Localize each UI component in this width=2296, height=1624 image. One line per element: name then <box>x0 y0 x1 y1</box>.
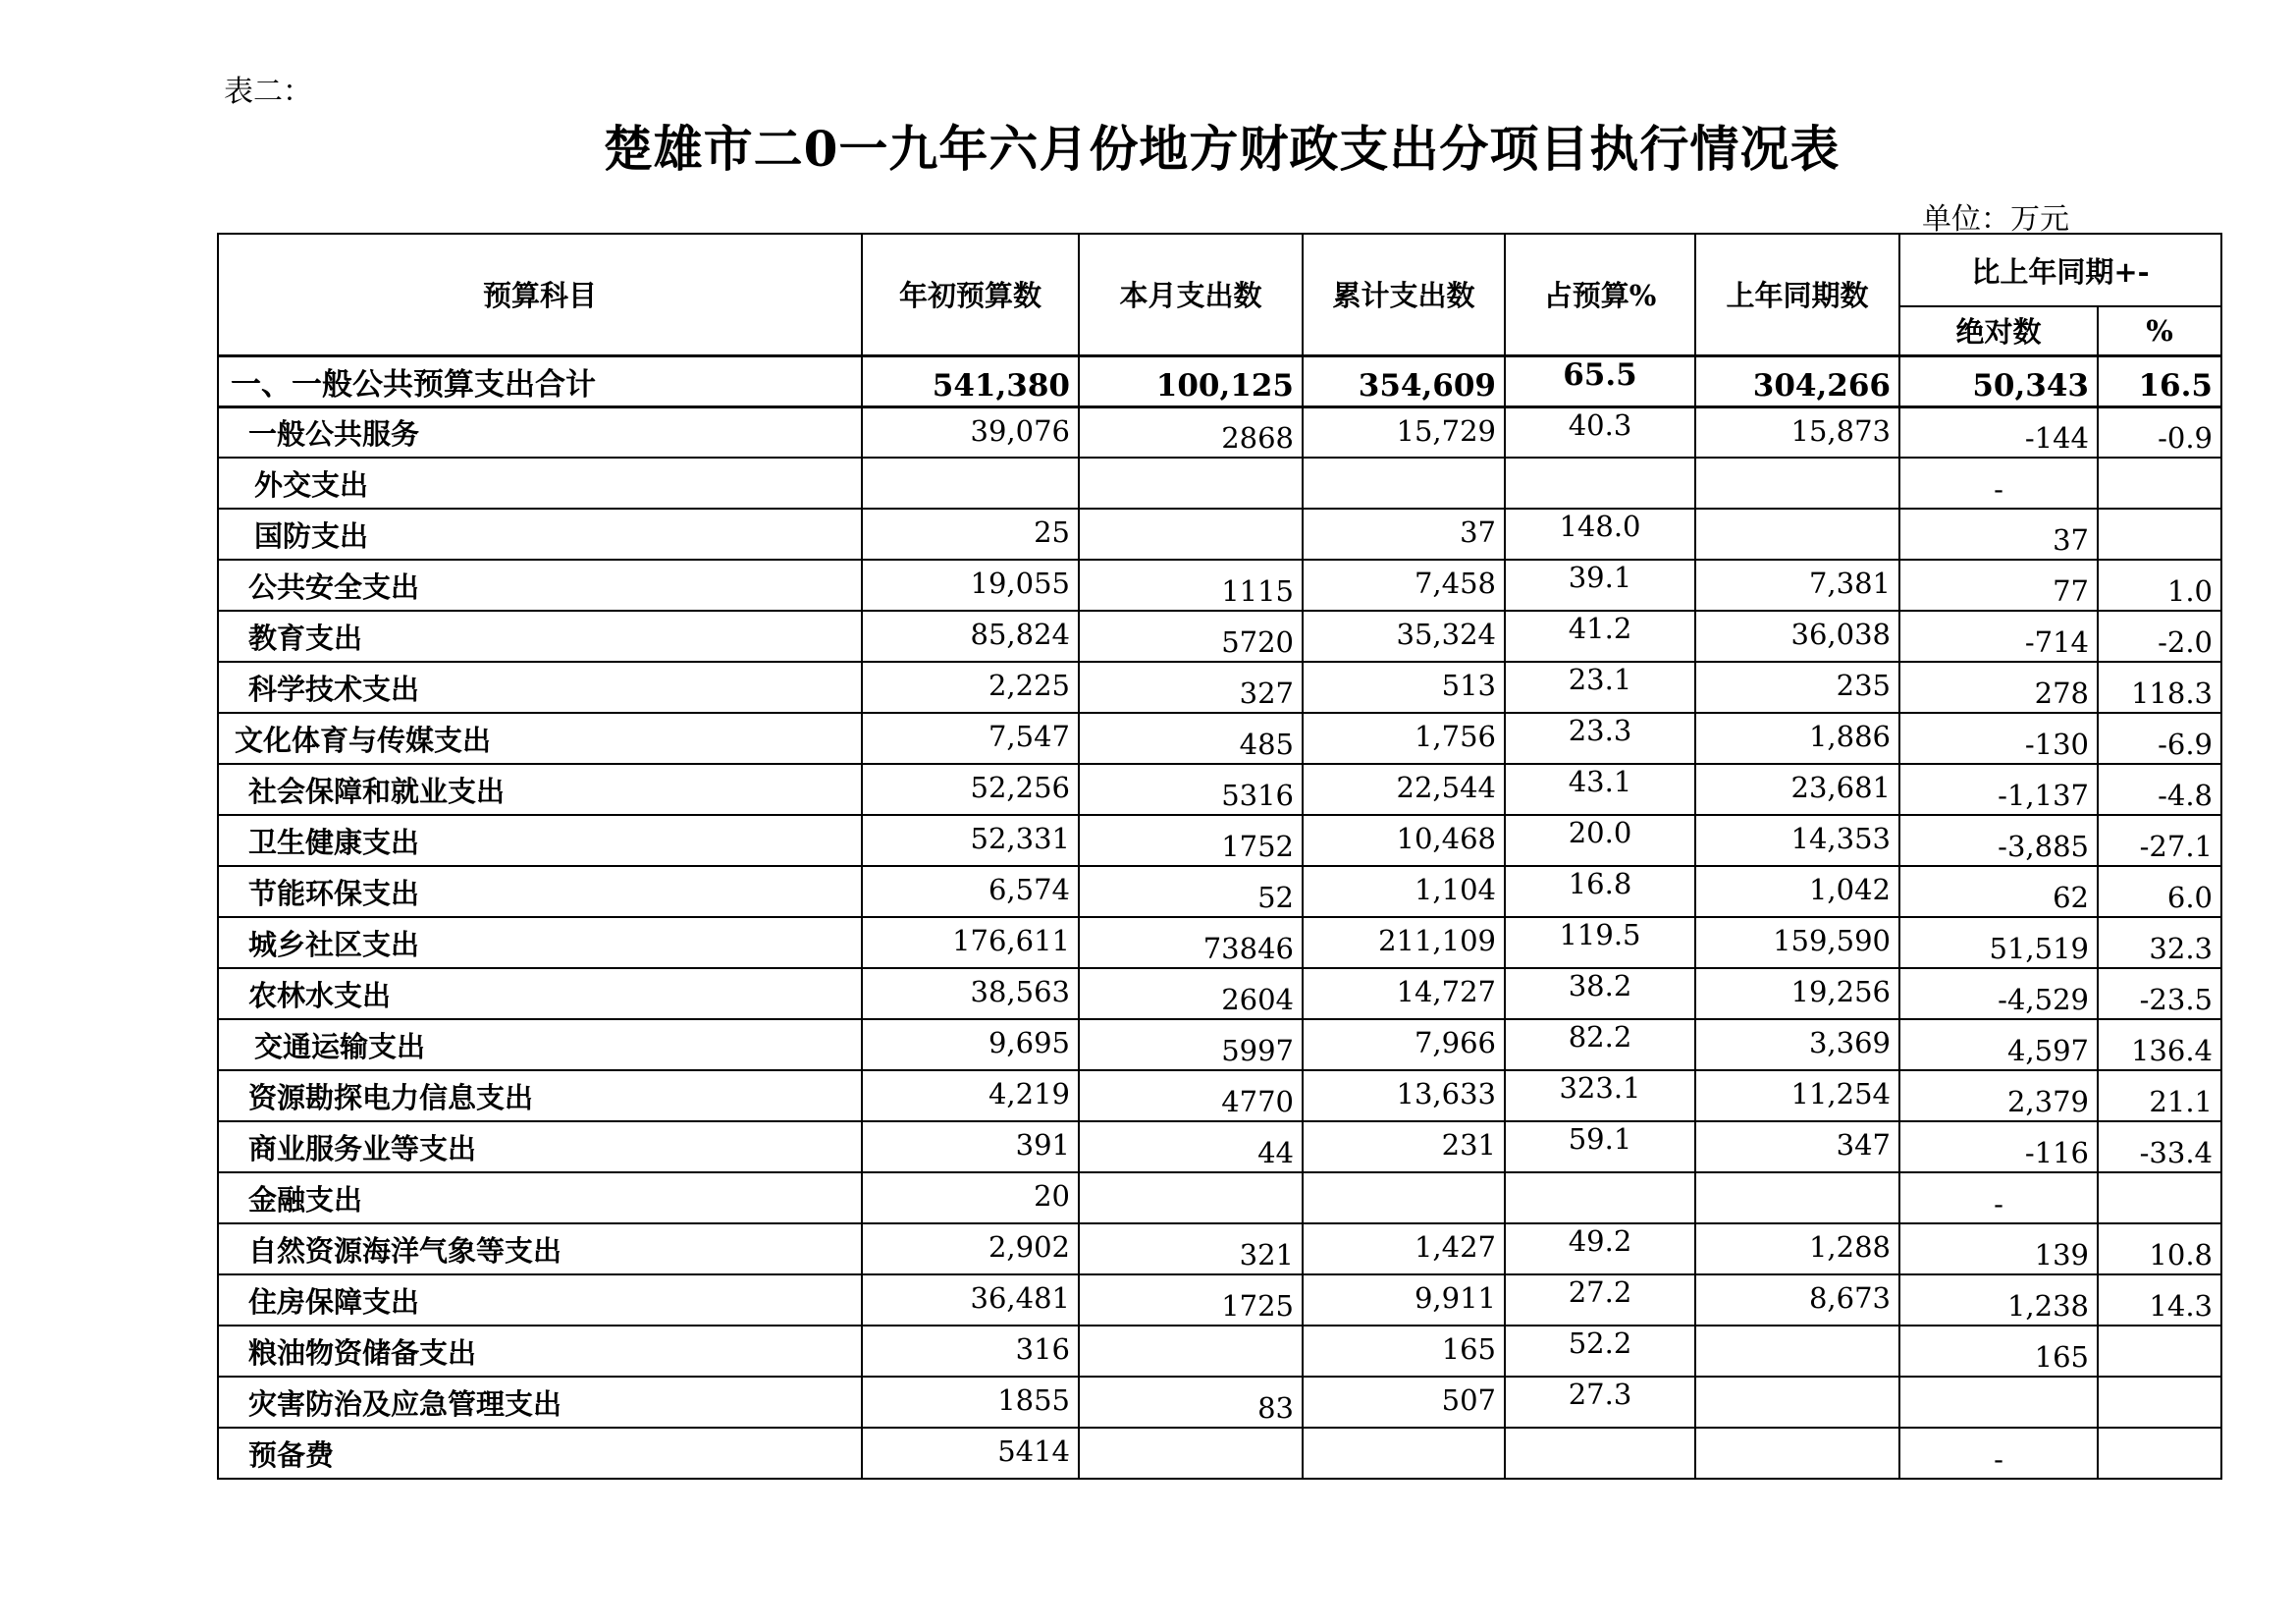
row-last-year-same: 235 <box>1695 662 1899 713</box>
row-yoy-abs <box>1899 1377 2098 1428</box>
table-row <box>218 611 2221 662</box>
row-last-year-same: 15,873 <box>1695 406 1899 458</box>
row-yoy-abs: 51,519 <box>1899 917 2098 968</box>
header-row-1 <box>218 234 2221 306</box>
row-annual-budget: 391 <box>862 1121 1079 1172</box>
row-subject: 一般公共服务 <box>218 406 862 458</box>
row-subject: 粮油物资储备支出 <box>218 1326 862 1377</box>
row-yoy-abs: - <box>1899 1172 2098 1223</box>
row-yoy-abs: -3,885 <box>1899 815 2098 866</box>
row-cumulative-expense: 7,966 <box>1303 1019 1505 1070</box>
total-budget-pct: 65.5 <box>1505 355 1695 406</box>
row-budget-pct: 23.1 <box>1505 662 1695 713</box>
row-month-expense: 73846 <box>1079 917 1303 968</box>
row-month-expense <box>1079 509 1303 560</box>
table-row <box>218 406 2221 458</box>
header-yoy-pct: % <box>2098 306 2221 355</box>
row-yoy-pct: -2.0 <box>2098 611 2221 662</box>
total-last-year-same: 304,266 <box>1695 355 1899 406</box>
row-budget-pct: 59.1 <box>1505 1121 1695 1172</box>
row-yoy-abs: 2,379 <box>1899 1070 2098 1121</box>
header-budget-pct: 占预算% <box>1505 234 1695 355</box>
row-yoy-abs: -130 <box>1899 713 2098 764</box>
row-yoy-pct: 32.3 <box>2098 917 2221 968</box>
total-cumulative-expense: 354,609 <box>1303 355 1505 406</box>
row-budget-pct <box>1505 1172 1695 1223</box>
row-subject: 农林水支出 <box>218 968 862 1019</box>
row-last-year-same <box>1695 509 1899 560</box>
row-yoy-abs: -4,529 <box>1899 968 2098 1019</box>
row-month-expense: 485 <box>1079 713 1303 764</box>
row-annual-budget: 25 <box>862 509 1079 560</box>
row-month-expense: 83 <box>1079 1377 1303 1428</box>
row-budget-pct: 16.8 <box>1505 866 1695 917</box>
total-yoy-pct: 16.5 <box>2098 355 2221 406</box>
row-yoy-pct: -0.9 <box>2098 406 2221 458</box>
row-last-year-same: 19,256 <box>1695 968 1899 1019</box>
row-yoy-abs: -714 <box>1899 611 2098 662</box>
row-cumulative-expense: 211,109 <box>1303 917 1505 968</box>
budget-table <box>217 233 2222 1480</box>
row-annual-budget: 52,256 <box>862 764 1079 815</box>
header-cumulative-expense: 累计支出数 <box>1303 234 1505 355</box>
table-row <box>218 917 2221 968</box>
total-row <box>218 355 2221 406</box>
row-last-year-same <box>1695 1377 1899 1428</box>
row-last-year-same: 7,381 <box>1695 560 1899 611</box>
row-budget-pct <box>1505 458 1695 509</box>
row-annual-budget: 6,574 <box>862 866 1079 917</box>
table-row <box>218 1428 2221 1479</box>
row-month-expense: 1725 <box>1079 1274 1303 1326</box>
table-row <box>218 764 2221 815</box>
row-annual-budget: 9,695 <box>862 1019 1079 1070</box>
row-cumulative-expense: 14,727 <box>1303 968 1505 1019</box>
row-subject: 科学技术支出 <box>218 662 862 713</box>
row-annual-budget: 4,219 <box>862 1070 1079 1121</box>
row-cumulative-expense: 15,729 <box>1303 406 1505 458</box>
total-name: 一、一般公共预算支出合计 <box>218 355 862 406</box>
table-row <box>218 1274 2221 1326</box>
row-yoy-pct <box>2098 1326 2221 1377</box>
row-month-expense: 5316 <box>1079 764 1303 815</box>
table-row <box>218 1223 2221 1274</box>
row-month-expense: 327 <box>1079 662 1303 713</box>
row-subject: 国防支出 <box>218 509 862 560</box>
row-last-year-same: 14,353 <box>1695 815 1899 866</box>
row-budget-pct: 23.3 <box>1505 713 1695 764</box>
row-month-expense <box>1079 458 1303 509</box>
row-annual-budget: 176,611 <box>862 917 1079 968</box>
table-row <box>218 815 2221 866</box>
row-annual-budget: 7,547 <box>862 713 1079 764</box>
total-month-expense: 100,125 <box>1079 355 1303 406</box>
table-label: 表二： <box>224 75 312 109</box>
row-cumulative-expense: 13,633 <box>1303 1070 1505 1121</box>
header-annual-budget: 年初预算数 <box>862 234 1079 355</box>
row-annual-budget: 36,481 <box>862 1274 1079 1326</box>
table-row <box>218 1121 2221 1172</box>
row-cumulative-expense: 513 <box>1303 662 1505 713</box>
table-row <box>218 1326 2221 1377</box>
row-yoy-abs: - <box>1899 458 2098 509</box>
row-last-year-same <box>1695 1326 1899 1377</box>
row-yoy-pct: 14.3 <box>2098 1274 2221 1326</box>
header-yoy-group: 比上年同期+- <box>1899 234 2221 306</box>
row-last-year-same: 1,288 <box>1695 1223 1899 1274</box>
row-budget-pct: 27.2 <box>1505 1274 1695 1326</box>
row-budget-pct <box>1505 1428 1695 1479</box>
row-budget-pct: 82.2 <box>1505 1019 1695 1070</box>
row-yoy-pct: 6.0 <box>2098 866 2221 917</box>
row-yoy-abs: - <box>1899 1428 2098 1479</box>
row-subject: 文化体育与传媒支出 <box>218 713 862 764</box>
row-annual-budget <box>862 458 1079 509</box>
row-yoy-pct: -6.9 <box>2098 713 2221 764</box>
row-annual-budget: 1855 <box>862 1377 1079 1428</box>
row-subject: 公共安全支出 <box>218 560 862 611</box>
page-title: 楚雄市二0一九年六月份地方财政支出分项目执行情况表 <box>603 120 1841 178</box>
unit-label: 单位：万元 <box>1922 202 2069 237</box>
row-month-expense: 1752 <box>1079 815 1303 866</box>
row-annual-budget: 39,076 <box>862 406 1079 458</box>
row-yoy-pct <box>2098 1172 2221 1223</box>
row-budget-pct: 40.3 <box>1505 406 1695 458</box>
table-row <box>218 458 2221 509</box>
total-annual-budget: 541,380 <box>862 355 1079 406</box>
row-annual-budget: 52,331 <box>862 815 1079 866</box>
row-month-expense <box>1079 1428 1303 1479</box>
row-cumulative-expense <box>1303 1172 1505 1223</box>
row-annual-budget: 2,225 <box>862 662 1079 713</box>
row-yoy-pct <box>2098 1428 2221 1479</box>
row-annual-budget: 2,902 <box>862 1223 1079 1274</box>
row-budget-pct: 43.1 <box>1505 764 1695 815</box>
row-yoy-pct: -4.8 <box>2098 764 2221 815</box>
row-budget-pct: 41.2 <box>1505 611 1695 662</box>
row-yoy-abs: 62 <box>1899 866 2098 917</box>
table-row <box>218 968 2221 1019</box>
header-yoy-abs: 绝对数 <box>1899 306 2098 355</box>
row-month-expense: 44 <box>1079 1121 1303 1172</box>
row-subject: 自然资源海洋气象等支出 <box>218 1223 862 1274</box>
row-yoy-pct: 118.3 <box>2098 662 2221 713</box>
row-month-expense: 321 <box>1079 1223 1303 1274</box>
row-yoy-abs: 4,597 <box>1899 1019 2098 1070</box>
row-yoy-abs: 37 <box>1899 509 2098 560</box>
row-yoy-abs: 278 <box>1899 662 2098 713</box>
table-row <box>218 509 2221 560</box>
row-month-expense: 5720 <box>1079 611 1303 662</box>
row-month-expense: 52 <box>1079 866 1303 917</box>
row-cumulative-expense: 507 <box>1303 1377 1505 1428</box>
row-yoy-abs: 139 <box>1899 1223 2098 1274</box>
row-yoy-pct: -33.4 <box>2098 1121 2221 1172</box>
row-annual-budget: 5414 <box>862 1428 1079 1479</box>
row-yoy-pct: 10.8 <box>2098 1223 2221 1274</box>
row-cumulative-expense: 10,468 <box>1303 815 1505 866</box>
row-yoy-pct: -23.5 <box>2098 968 2221 1019</box>
table-row <box>218 662 2221 713</box>
row-budget-pct: 39.1 <box>1505 560 1695 611</box>
row-last-year-same: 8,673 <box>1695 1274 1899 1326</box>
row-subject: 预备费 <box>218 1428 862 1479</box>
row-cumulative-expense: 1,756 <box>1303 713 1505 764</box>
row-yoy-abs: -144 <box>1899 406 2098 458</box>
row-yoy-pct <box>2098 458 2221 509</box>
row-cumulative-expense: 231 <box>1303 1121 1505 1172</box>
row-annual-budget: 19,055 <box>862 560 1079 611</box>
row-yoy-pct: 136.4 <box>2098 1019 2221 1070</box>
table-row <box>218 1172 2221 1223</box>
table-row <box>218 1070 2221 1121</box>
row-annual-budget: 85,824 <box>862 611 1079 662</box>
row-last-year-same: 11,254 <box>1695 1070 1899 1121</box>
row-cumulative-expense <box>1303 1428 1505 1479</box>
row-last-year-same: 1,886 <box>1695 713 1899 764</box>
row-cumulative-expense: 35,324 <box>1303 611 1505 662</box>
row-cumulative-expense <box>1303 458 1505 509</box>
row-budget-pct: 323.1 <box>1505 1070 1695 1121</box>
row-cumulative-expense: 37 <box>1303 509 1505 560</box>
row-subject: 卫生健康支出 <box>218 815 862 866</box>
row-month-expense: 1115 <box>1079 560 1303 611</box>
row-last-year-same: 1,042 <box>1695 866 1899 917</box>
row-annual-budget: 20 <box>862 1172 1079 1223</box>
row-budget-pct: 52.2 <box>1505 1326 1695 1377</box>
header-month-expense: 本月支出数 <box>1079 234 1303 355</box>
row-budget-pct: 49.2 <box>1505 1223 1695 1274</box>
table-row <box>218 1377 2221 1428</box>
row-last-year-same <box>1695 1172 1899 1223</box>
row-budget-pct: 38.2 <box>1505 968 1695 1019</box>
row-cumulative-expense: 1,104 <box>1303 866 1505 917</box>
row-cumulative-expense: 7,458 <box>1303 560 1505 611</box>
row-subject: 社会保障和就业支出 <box>218 764 862 815</box>
table-row <box>218 560 2221 611</box>
row-yoy-pct: 1.0 <box>2098 560 2221 611</box>
header-subject: 预算科目 <box>218 234 862 355</box>
row-subject: 外交支出 <box>218 458 862 509</box>
row-budget-pct: 119.5 <box>1505 917 1695 968</box>
row-budget-pct: 148.0 <box>1505 509 1695 560</box>
row-last-year-same: 36,038 <box>1695 611 1899 662</box>
row-yoy-pct: 21.1 <box>2098 1070 2221 1121</box>
row-last-year-same <box>1695 1428 1899 1479</box>
row-yoy-abs: 1,238 <box>1899 1274 2098 1326</box>
row-subject: 交通运输支出 <box>218 1019 862 1070</box>
row-yoy-pct <box>2098 1377 2221 1428</box>
row-cumulative-expense: 165 <box>1303 1326 1505 1377</box>
row-subject: 商业服务业等支出 <box>218 1121 862 1172</box>
row-subject: 教育支出 <box>218 611 862 662</box>
row-month-expense <box>1079 1172 1303 1223</box>
row-subject: 住房保障支出 <box>218 1274 862 1326</box>
row-yoy-pct <box>2098 509 2221 560</box>
row-cumulative-expense: 1,427 <box>1303 1223 1505 1274</box>
row-last-year-same: 159,590 <box>1695 917 1899 968</box>
row-yoy-abs: 165 <box>1899 1326 2098 1377</box>
row-subject: 城乡社区支出 <box>218 917 862 968</box>
row-subject: 金融支出 <box>218 1172 862 1223</box>
row-cumulative-expense: 9,911 <box>1303 1274 1505 1326</box>
header-last-year-same: 上年同期数 <box>1695 234 1899 355</box>
row-month-expense: 5997 <box>1079 1019 1303 1070</box>
row-yoy-pct: -27.1 <box>2098 815 2221 866</box>
row-subject: 资源勘探电力信息支出 <box>218 1070 862 1121</box>
table-row <box>218 1019 2221 1070</box>
row-budget-pct: 20.0 <box>1505 815 1695 866</box>
row-budget-pct: 27.3 <box>1505 1377 1695 1428</box>
row-last-year-same: 3,369 <box>1695 1019 1899 1070</box>
row-month-expense: 2868 <box>1079 406 1303 458</box>
row-last-year-same: 347 <box>1695 1121 1899 1172</box>
row-cumulative-expense: 22,544 <box>1303 764 1505 815</box>
row-annual-budget: 316 <box>862 1326 1079 1377</box>
row-month-expense: 4770 <box>1079 1070 1303 1121</box>
total-yoy-abs: 50,343 <box>1899 355 2098 406</box>
table-row <box>218 866 2221 917</box>
row-subject: 灾害防治及应急管理支出 <box>218 1377 862 1428</box>
row-yoy-abs: 77 <box>1899 560 2098 611</box>
row-annual-budget: 38,563 <box>862 968 1079 1019</box>
row-yoy-abs: -116 <box>1899 1121 2098 1172</box>
row-month-expense <box>1079 1326 1303 1377</box>
table-row <box>218 713 2221 764</box>
row-last-year-same <box>1695 458 1899 509</box>
row-subject: 节能环保支出 <box>218 866 862 917</box>
row-month-expense: 2604 <box>1079 968 1303 1019</box>
row-yoy-abs: -1,137 <box>1899 764 2098 815</box>
row-last-year-same: 23,681 <box>1695 764 1899 815</box>
